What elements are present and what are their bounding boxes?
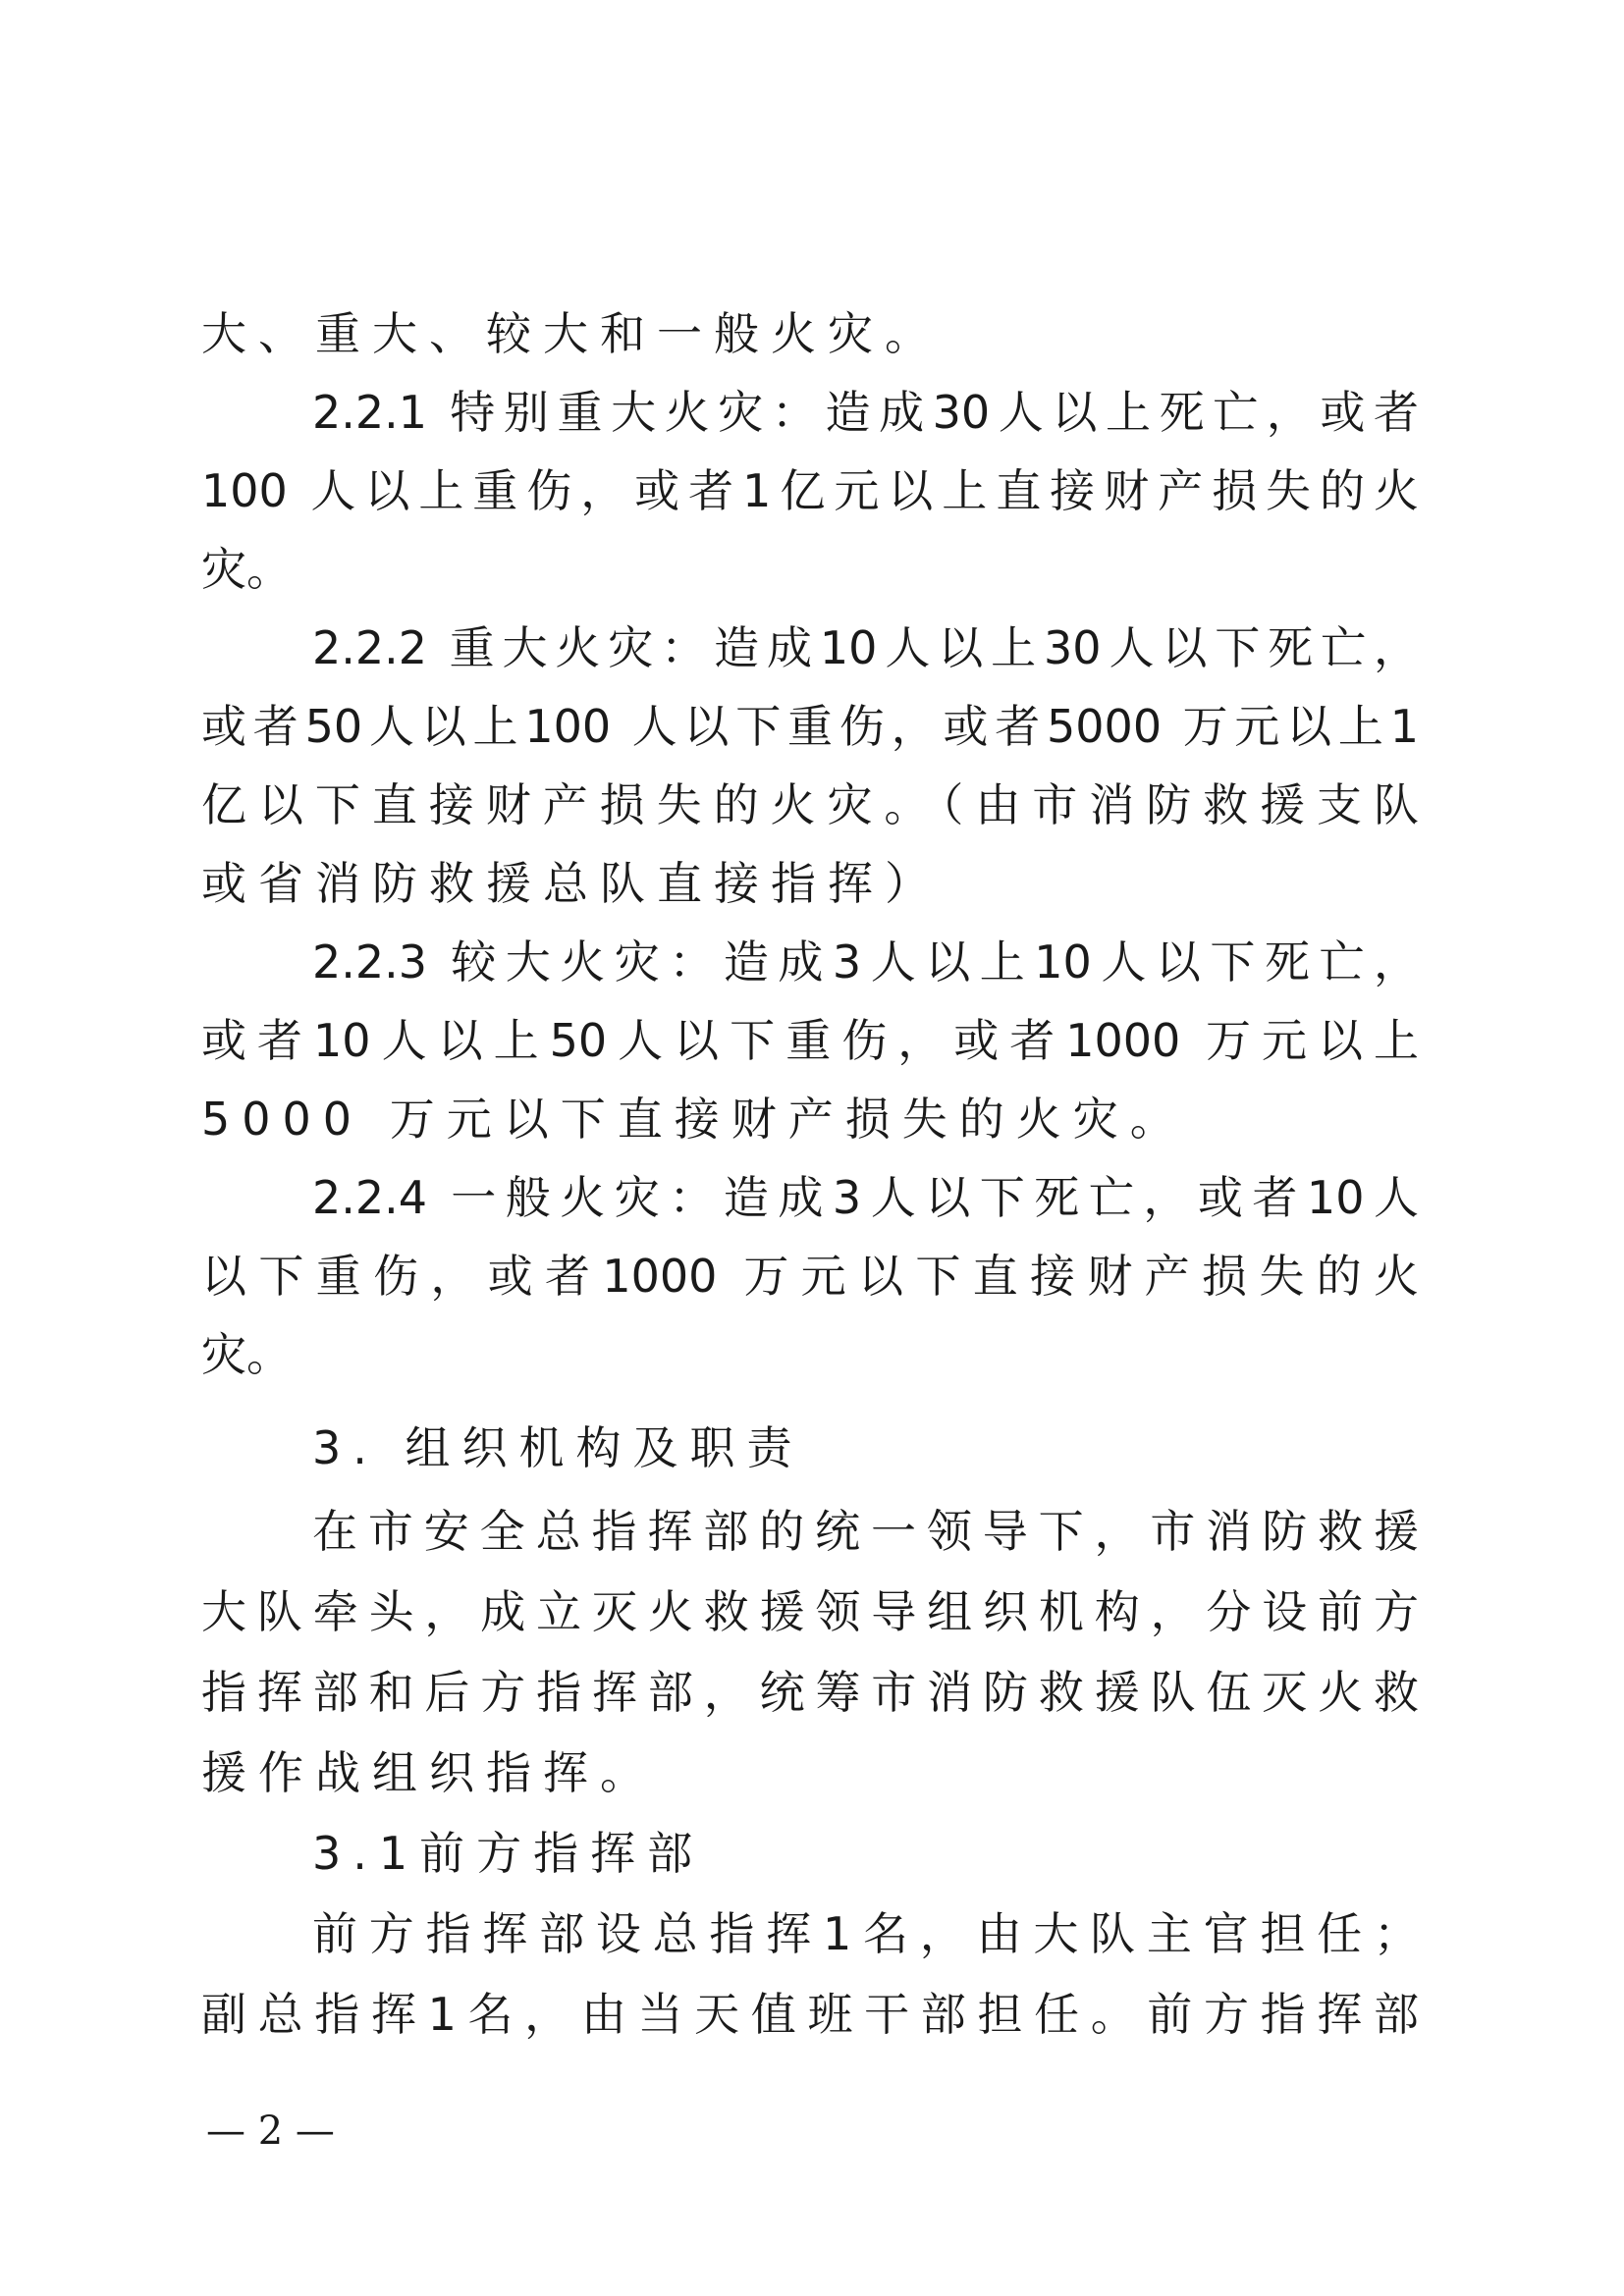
text-line-7: 亿以下直接财产损失的火灾。（由市消防救援支队 (201, 778, 1419, 831)
text-line-4: 灾。 (201, 543, 292, 596)
text-line-18: 指挥部和后方指挥部，统筹市消防救援队伍灭火救 (201, 1666, 1419, 1719)
text-line-9: 2.2.3 较大火灾：造成3人以上10人以下死亡， (312, 935, 1419, 988)
text-line-17: 大队牵头，成立灭火救援领导组织机构，分设前方 (201, 1585, 1419, 1638)
text-line-14: 灾。 (201, 1328, 292, 1381)
text-line-6: 或者50人以上100 人以下重伤，或者5000 万元以上1 (201, 700, 1419, 753)
text-line-16: 在市安全总指挥部的统一领导下，市消防救援 (312, 1505, 1419, 1558)
text-line-8: 或省消防救援总队直接指挥） (201, 857, 942, 910)
text-line-2: 2.2.1 特别重大火灾：造成30人以上死亡，或者 (312, 386, 1419, 439)
text-line-11: 5000 万元以下直接财产损失的火灾。 (201, 1093, 1187, 1146)
page-number: — 2 — (206, 2109, 335, 2154)
text-line-22: 副总指挥1名，由当天值班干部担任。前方指挥部 (201, 1988, 1419, 2041)
text-line-13: 以下重伤，或者1000 万元以下直接财产损失的火 (201, 1250, 1419, 1303)
section-heading-3: 3. 组织机构及职责 (312, 1421, 804, 1474)
section-heading-3-1: 3.1前方指挥部 (312, 1827, 705, 1880)
text-line-21: 前方指挥部设总指挥1名，由大队主官担任； (312, 1907, 1419, 1960)
text-line-10: 或者10人以上50人以下重伤，或者1000 万元以上 (201, 1014, 1419, 1067)
text-line-12: 2.2.4 一般火灾：造成3人以下死亡，或者10人 (312, 1171, 1419, 1224)
text-line-3: 100 人以上重伤，或者1亿元以上直接财产损失的火 (201, 464, 1419, 517)
text-line-1: 大、重大、较大和一般火灾。 (201, 307, 942, 360)
text-line-5: 2.2.2 重大火灾：造成10人以上30人以下死亡， (312, 621, 1419, 674)
text-line-19: 援作战组织指挥。 (201, 1746, 657, 1799)
